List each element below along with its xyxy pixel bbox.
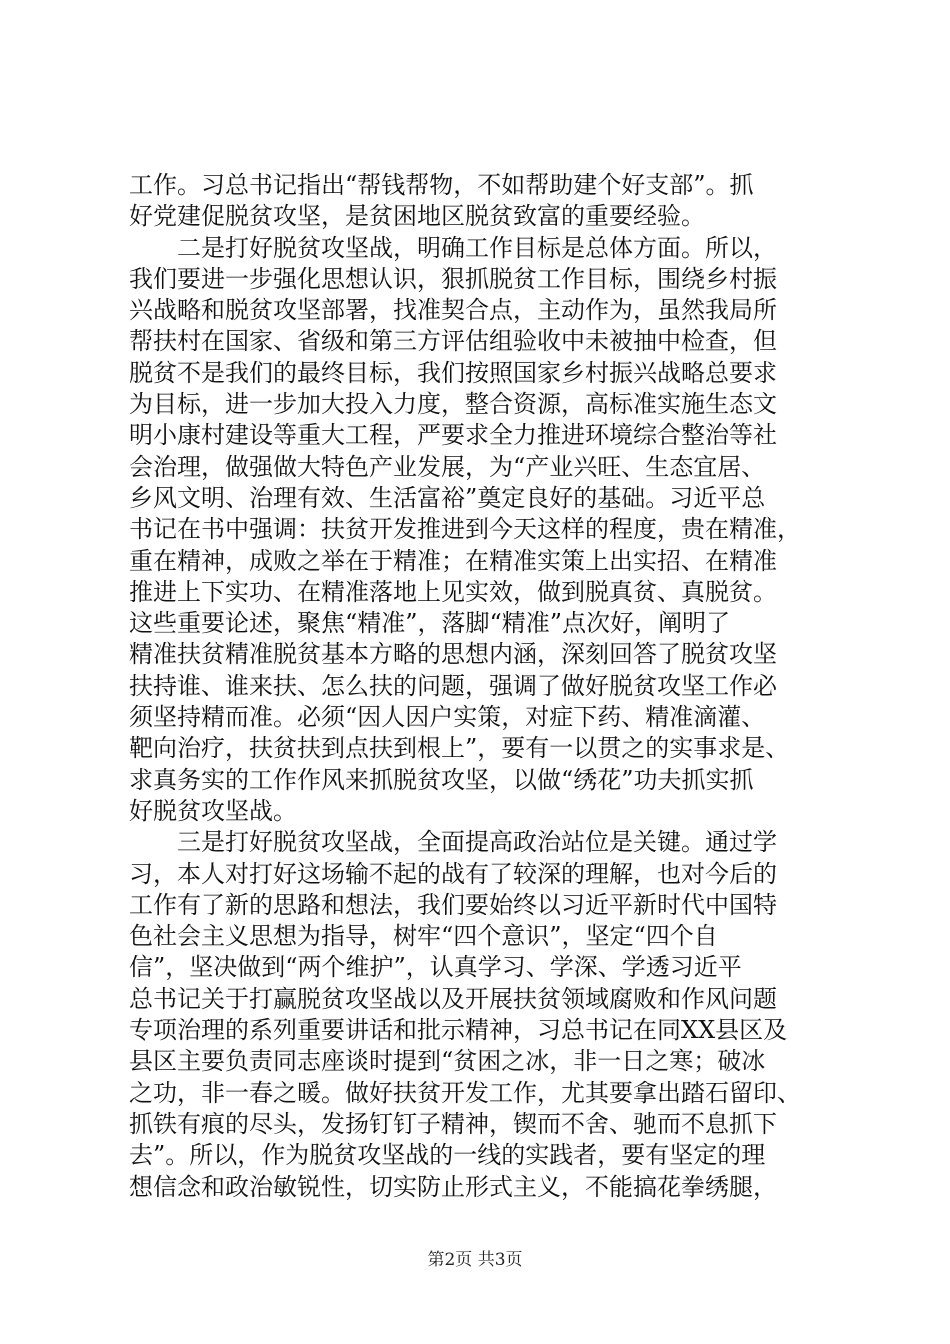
text-line: 帮扶村在国家、省级和第三方评估组验收中未被抽中检查，但 [129, 327, 777, 356]
text-line: 抓铁有痕的尽头，发扬钉钉子精神，锲而不舍、驰而不息抓下 [129, 1109, 777, 1138]
text-line: 须坚持精而准。必须“因人因户实策，对症下药、精准滴灌、 [129, 703, 766, 732]
text-line: 我们要进一步强化思想认识，狠抓脱贫工作目标，围绕乡村振 [129, 264, 777, 293]
text-line: 色社会主义思想为指导，树牢“四个意识”，坚定“四个自 [129, 922, 718, 951]
text-line: 工作。习总书记指出“帮钱帮物，不如帮助建个好支部”。抓 [129, 171, 754, 199]
paragraph-start-line: 三是打好脱贫攻坚战，全面提高政治站位是关键。通过学 [177, 828, 777, 857]
text-line: 这些重要论述，聚焦“精准”，落脚“精准”点次好，阐明了 [129, 609, 731, 638]
text-line: 习，本人对打好这场输不起的战有了较深的理解，也对今后的 [129, 859, 777, 888]
text-line: 兴战略和脱贫攻坚部署，找准契合点，主动作为，虽然我局所 [129, 296, 777, 325]
text-line: 明小康村建设等重大工程，严要求全力推进环境综合整治等社 [129, 421, 777, 450]
text-line: 想信念和政治敏锐性，切实防止形式主义，不能搞花拳绣腿， [129, 1172, 777, 1201]
page-footer: 第2页 共3页 [427, 1250, 523, 1270]
text-line: 好脱贫攻坚战。 [129, 796, 297, 825]
text-line: 重在精神，成败之举在于精准；在精准实策上出实招、在精准 [129, 546, 777, 575]
document-body [129, 170, 829, 1203]
text-line: 之功，非一春之暖。做好扶贫开发工作，尤其要拿出踏石留印、 [129, 1078, 801, 1107]
text-line: 好党建促脱贫攻坚，是贫困地区脱贫致富的重要经验。 [129, 202, 705, 231]
text-line: 信”，坚决做到“两个维护”，认真学习、学深、学透习近平 [129, 953, 742, 982]
text-line: 扶持谁、谁来扶、怎么扶的问题，强调了做好脱贫攻坚工作必 [129, 671, 777, 700]
text-line: 推进上下实功、在精准落地上见实效，做到脱真贫、真脱贫。 [129, 577, 777, 606]
text-line: 为目标，进一步加大投入力度，整合资源，高标准实施生态文 [129, 390, 777, 419]
text-line: 精准扶贫精准脱贫基本方略的思想内涵，深刻回答了脱贫攻坚 [129, 640, 777, 669]
paragraph-start-line: 二是打好脱贫攻坚战，明确工作目标是总体方面。所以， [177, 233, 777, 262]
text-line: 会治理，做强做大特色产业发展，为“产业兴旺、生态宜居、 [129, 452, 766, 481]
text-line: 求真务实的工作作风来抓脱贫攻坚，以做“绣花”功夫抓实抓 [129, 765, 754, 794]
text-line: 靶向治疗，扶贫扶到点扶到根上”，要有一以贯之的实事求是、 [129, 734, 790, 763]
text-line: 脱贫不是我们的最终目标，我们按照国家乡村振兴战略总要求 [129, 358, 777, 387]
text-line: 县区主要负责同志座谈时提到“贫困之冰，非一日之寒；破冰 [129, 1047, 766, 1076]
text-line: 总书记关于打赢脱贫攻坚战以及开展扶贫领域腐败和作风问题 [129, 984, 777, 1013]
text-line: 专项治理的系列重要讲话和批示精神，习总书记在同XX县区及 [129, 1016, 788, 1045]
text-line: 去”。所以，作为脱贫攻坚战的一线的实践者，要有坚定的理 [129, 1141, 766, 1170]
text-line: 工作有了新的思路和想法，我们要始终以习近平新时代中国特 [129, 890, 777, 919]
text-line: 乡风文明、治理有效、生活富裕”奠定良好的基础。习近平总 [129, 483, 766, 512]
text-line: 书记在书中强调：扶贫开发推进到今天这样的程度，贵在精准， [129, 515, 801, 544]
